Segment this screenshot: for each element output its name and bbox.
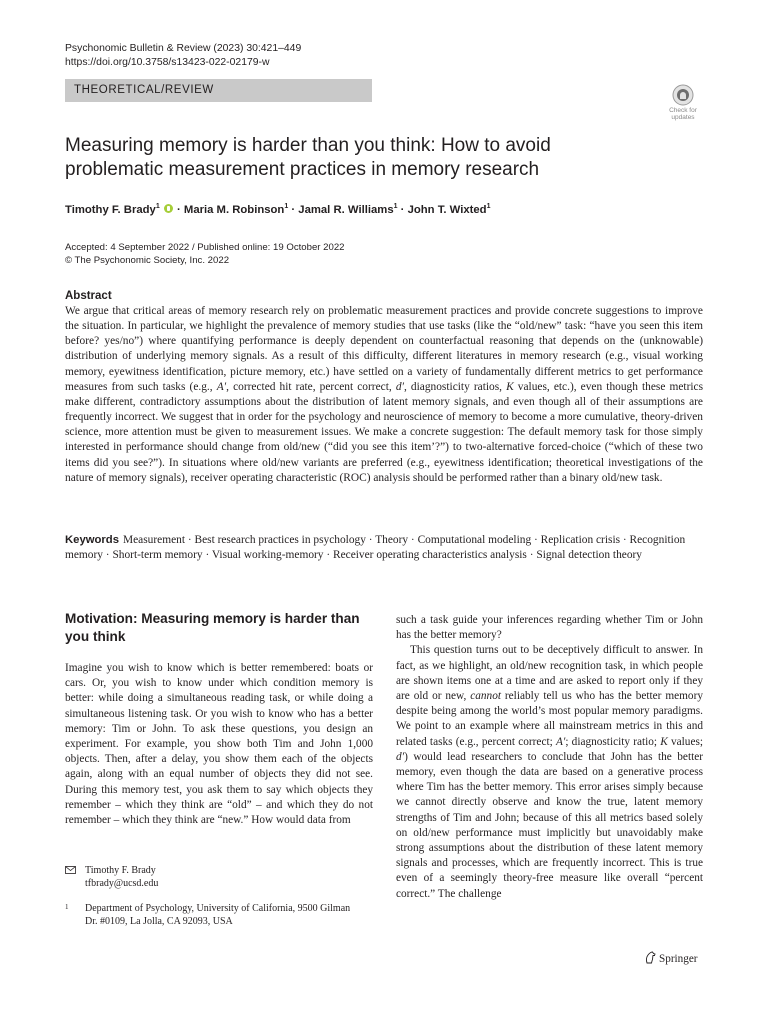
author-affiliation-mark: 1 bbox=[155, 203, 160, 210]
author-affiliation-mark: 1 bbox=[393, 203, 398, 210]
author-name[interactable]: Maria M. Robinson bbox=[183, 203, 285, 216]
check-for-updates-badge[interactable] bbox=[663, 84, 703, 126]
section-label: THEORETICAL/REVIEW bbox=[65, 79, 372, 102]
author-name[interactable]: Jamal R. Williams bbox=[298, 203, 394, 216]
author-name[interactable]: Timothy F. Brady bbox=[65, 203, 156, 216]
author-separator: · bbox=[173, 203, 184, 216]
check-for-updates-line1: Check for bbox=[669, 107, 697, 114]
section-heading: Motivation: Measuring memory is harder than you think bbox=[65, 611, 360, 644]
copyright-notice: © The Psychonomic Society, Inc. 2022 bbox=[65, 254, 230, 266]
publisher-logo bbox=[644, 951, 698, 965]
author-affiliation-mark: 1 bbox=[486, 203, 491, 210]
affiliation-footnote bbox=[65, 902, 365, 928]
correspondence-footnote bbox=[65, 864, 158, 890]
check-for-updates-icon bbox=[672, 84, 694, 106]
doi-link[interactable]: https://doi.org/10.3758/s13423-022-02179-w bbox=[65, 57, 270, 68]
accepted-date: Accepted: 4 September 2022 bbox=[65, 242, 190, 253]
author-separator: · bbox=[397, 203, 408, 216]
affiliation-text: Department of Psychology, University of California, 9500 Gilman Dr. #0109, La Jolla, CA 92093, USA bbox=[85, 903, 351, 927]
check-for-updates-line2: updates bbox=[671, 114, 695, 121]
author-name[interactable]: John T. Wixted bbox=[407, 203, 487, 216]
published-date: / Published online: 19 October 2022 bbox=[189, 242, 345, 253]
publication-dates bbox=[65, 242, 345, 267]
correspondence-name: Timothy F. Brady bbox=[85, 865, 156, 876]
author-separator: · bbox=[288, 203, 299, 216]
correspondence-email[interactable]: tfbrady@ucsd.edu bbox=[85, 878, 159, 889]
springer-horse-icon bbox=[644, 951, 656, 964]
journal-header bbox=[65, 42, 301, 70]
left-column-paragraph: Imagine you wish to know which is better remembered: boats or cars. Or, you wish to know under which condition memory is better: while doing a simultaneous reading task, or while doing a simultaneous listening task. Or you wish to know who has a better memory: Tim or John. To ask these questions, you design an experiment. For example, you show both Tim and John 1,000 objects. Then, after a delay, you show them each of the objects again, along with an equal number of objects they did not see. During this memory test, you ask them to say which objects they remember – which they think are “old” – and which they do not remember – which they think are “new.” How would data from bbox=[65, 662, 373, 827]
paper-title bbox=[65, 134, 665, 182]
title-line-1: Measuring memory is harder than you think: How to avoid bbox=[65, 135, 551, 156]
author-list bbox=[65, 203, 490, 216]
affiliation-number: 1 bbox=[65, 903, 69, 911]
keywords-label: Keywords bbox=[65, 534, 119, 546]
abstract-heading: Abstract bbox=[65, 290, 112, 302]
abstract-text: We argue that critical areas of memory research rely on problematic measurement practices and provide concrete suggestions to improve the situation. In particular, we highlight the prevalence of memory studies that use tasks (like the “old/new” task: “have you seen this item before? yes/no”) where quantifying performance is deeply dependent on counterfactual reasoning that depends on the (unknowable) distribution of underlying memory signals. As a result of this difficulty, different literatures in memory research (e.g., visual working memory, eyewitness identification, picture memory, etc.) have settled on a variety of fundamentally different metrics to get performance measures from such tasks (e.g., A′, corrected hit rate, percent correct, d′, diagnosticity ratios, K values, etc.), even though these metrics make different, contradictory assumptions about the distribution of latent memory signals, and even though all of their assumptions are frequently incorrect. We suggest that in order for the psychology and neuroscience of memory to become a more cumulative, theory-driven science, more attention must be given to measurement issues. We make a concrete suggestion: The default memory task for those simply interested in performance should change from old/new (“did you see this item’?”) to two-alternative forced-choice (“which of these two items did you see?”). In situations where old/new variants are preferred (e.g., eyewitness identification; theoretical investigations of the nature of memory signals), receiver operating characteristic (ROC) analysis should be performed rather than a binary old/new task. bbox=[65, 305, 704, 484]
publisher-name: Springer bbox=[659, 953, 698, 965]
keywords-text: Measurement · Best research practices in psychology · Theory · Computational modeling · Replication crisis · Recognition memory · Short-term memory · Visual working-memory · Receiver operating characteristics analysis · Signal detection theory bbox=[65, 534, 686, 562]
orcid-icon[interactable] bbox=[164, 204, 173, 213]
title-line-2: problematic measurement practices in memory research bbox=[65, 159, 540, 180]
right-column-paragraph-1: such a task guide your inferences regarding whether Tim or John has the better memory? bbox=[396, 614, 703, 642]
right-column bbox=[396, 613, 703, 902]
journal-citation: Psychonomic Bulletin & Review (2023) 30:421–449 bbox=[65, 43, 302, 54]
right-column-paragraph-2: This question turns out to be deceptively difficult to answer. In fact, as we highlight, an old/new recognition task, in which people are shown items one at a time and are asked to report only if they are old or new, cannot reliably tell us who has the better memory despite being among the world’s most popular memory paradigms. We point to an example where all mainstream metrics in this and related tasks (e.g., percent correct; A′; diagnosticity ratio; K values; d′) would lead researchers to conclude that John has the better memory, even though the data are based on a generative process where Tim has the better memory. This error arises simply because we cannot directly observe and know the true, latent memory strengths of Tim and John; because of this all metrics based solely on old/new performance must implicitly but unavoidably make strong assumptions about the distribution of these latent memory signals and processes, which are frequently incorrect. This is true even of a seemingly theory-free measure like overall “percent correct.” The challenge bbox=[396, 644, 704, 900]
envelope-icon bbox=[65, 866, 76, 874]
keywords bbox=[65, 533, 703, 563]
author-affiliation-mark: 1 bbox=[284, 203, 289, 210]
